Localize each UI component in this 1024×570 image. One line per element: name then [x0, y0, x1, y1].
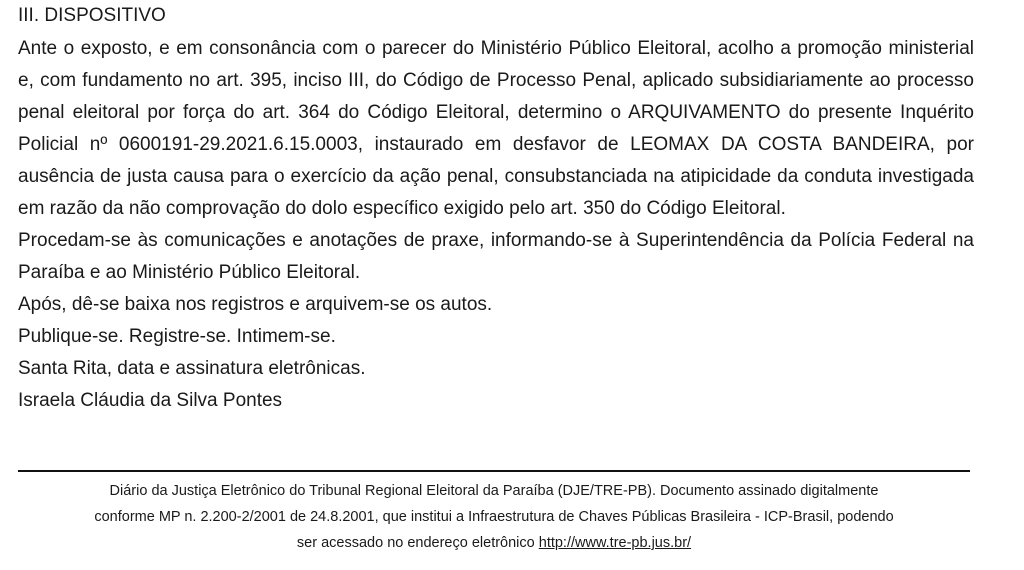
footer-line-1: Diário da Justiça Eletrônico do Tribunal Regional Eleitoral da Paraíba (DJE/TRE-PB). Documento assinado digitalmente: [109, 483, 879, 499]
footer-line-2: conforme MP n. 2.200-2/2001 de 24.8.2001, que institui a Infraestrutura de Chaves Públicas Brasileira - ICP-Brasil, podendo: [94, 509, 894, 525]
document-body: [18, 4, 974, 417]
paragraph-decision: Ante o exposto, e em consonância com o parecer do Ministério Público Eleitoral, acolho a promoção ministerial e, com fundamento no art. 395, inciso III, do Código de Processo Penal, aplicado subsidiariamente ao processo penal eleitoral por força do art. 364 do Código Eleitoral, determino o ARQUIVAMENTO do presente Inquérito Policial nº 0600191-29.2021.6.15.0003, instaurado em desfavor de LEOMAX DA COSTA BANDEIRA, por ausência de justa causa para o exercício da ação penal, consubstanciada na atipicidade da conduta investigada em razão da não comprovação do dolo específico exigido pelo art. 350 do Código Eleitoral.: [18, 38, 974, 219]
footer-divider: [18, 470, 970, 472]
footer-line-3: [18, 530, 970, 556]
tre-pb-link[interactable]: http://www.tre-pb.jus.br/: [538, 535, 692, 551]
section-title: III. DISPOSITIVO: [18, 5, 166, 26]
paragraph-communications: Procedam-se às comunicações e anotações de praxe, informando-se à Superintendência da Polícia Federal na Paraíba e ao Ministério Público Eleitoral.: [18, 230, 974, 283]
signatory-name: Israela Cláudia da Silva Pontes: [18, 390, 283, 411]
page-footer: [18, 478, 970, 556]
paragraph-place-date: Santa Rita, data e assinatura eletrônicas.: [18, 358, 366, 379]
paragraph-publish: Publique-se. Registre-se. Intimem-se.: [18, 326, 336, 347]
paragraph-archive: Após, dê-se baixa nos registros e arquivem-se os autos.: [18, 294, 493, 315]
footer-line-3-text: ser acessado no endereço eletrônico: [296, 535, 539, 551]
